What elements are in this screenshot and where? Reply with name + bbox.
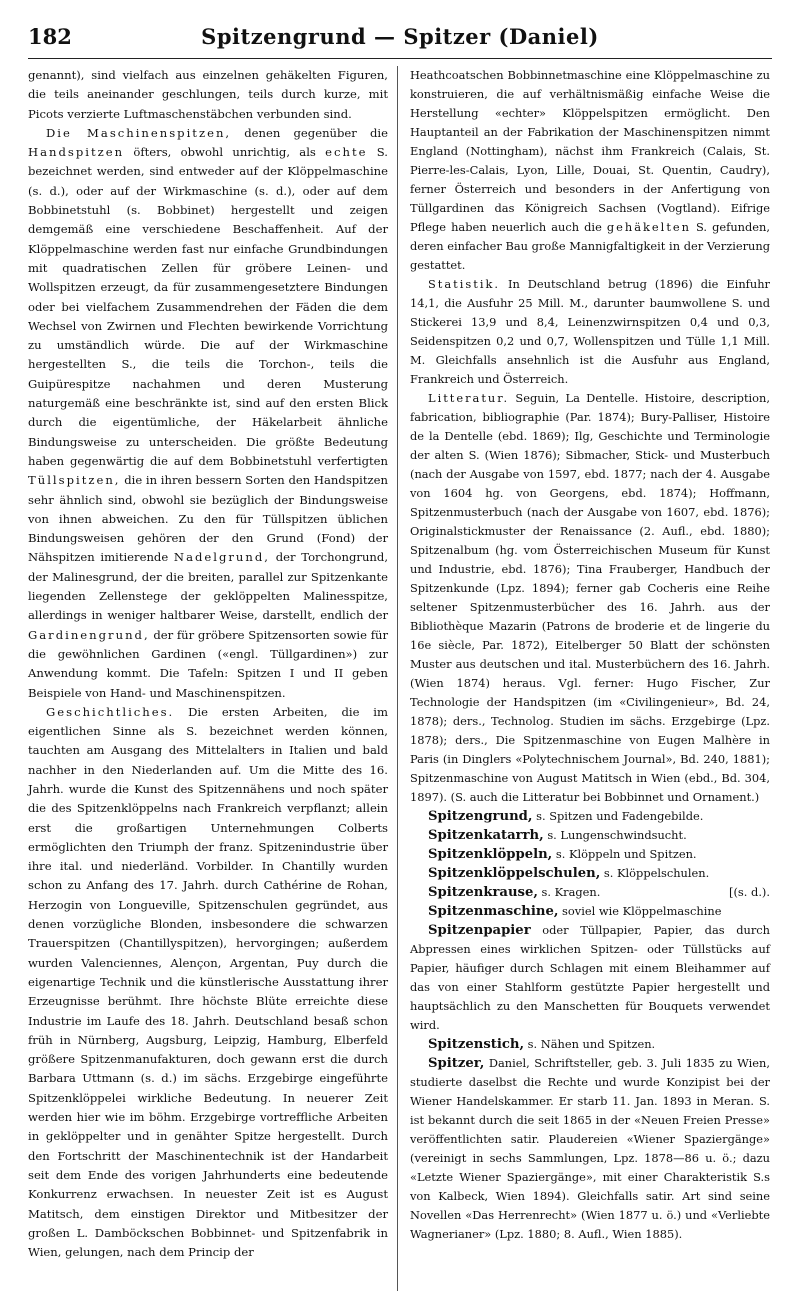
entry-spitzenkrause [410,883,770,902]
running-head: Spitzengrund — Spitzer (Daniel) [201,24,599,49]
paragraph-text: Die ersten Arbeiten, die im eigentlichen Sinne als S. bezeichnet werden können, tauchten am Ausgang des Mittelalters in Italien und bald nachher in den Niederlanden auf. Um die Mitte des 16. Jahrh. wurde die Kunst des Spitzennähens und noch später die des Spitzenklöppelns nach Frankreich verpflanzt; allein erst die großartigen Unternehmungen Colberts ermöglichten den Triumph der franz. Spitzenindustrie über ihre ital. und niederländ. Vorbilder. In Chantilly wurden schon zu Anfang des 17. Jahrh. durch Cathérine de Rohan, Herzogin von Longueville, Spitzenschulen gegründet, aus denen vorzügliche Blonden, insbesondere die schwarzen Trauerspitzen (Chantillyspitzen), hervorgingen; außerdem wurden Valenciennes, Alençon, Argentan, Puy durch die eigenartige Technik und die künstlerische Ausstattung ihrer Erzeugnisse berühmt. Ihre höchste Blüte erreichte diese Industrie im Laufe des 18. Jahrh. Deutschland besaß schon früh in Nürnberg, Augsburg, Leipzig, Hamburg, Elberfeld größere Spitzenmanufakturen, doch gewann erst die durch Barbara Uttmann (s. d.) im sächs. Erzgebirge eingeführte Spitzenklöppelei wirkliche Bedeutung. In neuerer Zeit werden hier wie im böhm. Erzgebirge vortreffliche Arbeiten in geklöppelter und in genähter Spitze hergestellt. Durch den Fortschritt der Maschinentechnik ist der Handarbeit seit dem Ende des vorigen Jahrhunderts eine bedeutende Konkurrenz erwachsen. In neuester Zeit ist es August Matitsch, dem einstigen Direktor und Mitbesitzer der großen L. Damböckschen Bobbinnet- und Spitzenfabrik in Wien, gelungen, nach dem Princip der [28,704,388,1260]
paragraph-maschinenspitzen [28,124,388,703]
entry-text: s. Spitzen und Fadengebilde. [532,809,704,823]
page-header [28,24,772,54]
entry-continuation: [(s. d.). [729,885,770,899]
paragraph-text: Seguin, La Dentelle. Histoire, description, fabrication, bibliographie (Par. 1874); Bury-Palliser, Histoire de la Dentelle (ebd. 1869); Ilg, Geschichte und Terminologie der alten S. (Wien 1876); Sibmacher, Stick- und Musterbuch (nach der Ausgabe von 1597, ebd. 1877; nach der 4. Ausgabe von 1604 hg. von Georgens, ebd. 1874); Hoffmann, Spitzenmusterbuch (nach der Ausgabe von 1607, ebd. 1876); Originalstickmuster der Renaissance (2. Aufl., ebd. 1880); Spitzenalbum (hg. vom Österreichischen Museum für Kunst und Industrie, ebd. 1876); Tina Frauberger, Handbuch der Spitzenkunde (Lpz. 1894); ferner gab Cocheris eine Reihe seltener Spitzenmusterbücher des 16. Jahrh. aus der Bibliothèque Mazarin (Patrons de broderie et de lingerie du 16e siècle, Par. 1872), Eitelberger 50 Blatt der schönsten Muster aus deutschen und ital. Musterbüchern des 16. Jahrh. (Wien 1874) heraus. Vgl. ferner: Hugo Fischer, Zur Technologie der Handspitzen (im «Civilingenieur», Bd. 24, 1878); ders., Technolog. Studien im sächs. Erzgebirge (Lpz. 1878); ders., Die Spitzenmaschine von Eugen Malhère in Paris (in Dinglers «Polytechnischem Journal», Bd. 240, 1881); Spitzenmaschine von August Matitsch in Wien (ebd., Bd. 304, 1897). (S. auch die Litteratur bei Bobbinnet und Ornament.) [410,391,770,804]
paragraph-text: der für gröbere Spitzensorten sowie für die gewöhnlichen Gardinen («engl. Tüllgardinen») zur Anwendung kommt. Die Tafeln: Spitzen I und II geben Beispiele von Hand- und Maschinenspitzen. [28,627,388,700]
section-term: Geschichtliches. [46,704,175,719]
left-column [28,66,388,1262]
entry-text: s. Klöppelschulen. [600,866,710,880]
spaced-term: Nadelgrund, [173,550,270,565]
spaced-term: Handspitzen [28,145,125,160]
entry-headword: Spitzenkatarrh, [428,828,544,843]
column-divider [397,66,398,1291]
paragraph-text: Heathcoatschen Bobbinnetmaschine eine Klöppelmaschine zu konstruieren, die auf verhältnismäßig einfache Weise die Herstellung «echter» Klöppelspitzen ermöglicht. Den Hauptanteil an der Fabrikation der Maschinenspitzen nimmt England (Nottingham), nächst ihm Frankreich (Calais, St. Pierre-les-Calais, Lyon, Lille, Douai, St. Quentin, Caudry), ferner Österreich und besonders in der Anfertigung von Tüllgardinen das Königreich Sachsen (Vogtland). Eifrige Pflege haben neuerlich auch die [410,68,770,234]
paragraph-text: die in ihren bessern Sorten den Handspitzen sehr ähnlich sind, obwohl sie bezüglich der Bindungsweise von ihnen abweichen. Zu den für Tüllspitzen üblichen Bindungsweisen gehören der den Grund (Fond) der Nähspitzen imitierende [28,473,388,565]
paragraph-statistik [410,275,770,389]
entry-spitzengrund [410,807,770,826]
entry-text: s. Kragen. [537,885,601,899]
paragraph-text: der Torchongrund, der Malinesgrund, der die breiten, parallel zur Spitzenkante liegenden Zellenstege der geklöppelten Malinesspitze, allerdings in weniger haltbarer Weise, darstellt, endlich der [28,550,389,623]
section-term: Statistik. [428,277,500,291]
paragraph-geschichtliches [28,703,388,1263]
paragraph-text: S. gefunden, deren einfacher Bau große Mannigfaltigkeit in der Verzierung gestattet. [410,220,770,272]
entry-headword: Spitzenklöppelschulen, [428,866,601,881]
entry-text: s. Lungenschwindsucht. [543,828,687,842]
paragraph-text: S. bezeichnet werden, sind entweder auf der Klöppelmaschine (s. d.), oder auf der Wirkmaschine (s. d.), oder auf dem Bobbinetstuhl (s. Bobbinet) hergestellt und zeigen demgemäß eine verschiedene Beschaffenheit. Auf der Klöppelmaschine werden fast nur einfache Grundbindungen mit quadratischen Zellen für gröbere Leinen- und Wollspitzen erzeugt, da für zusammengesetztere Bindungen oder bei vielfachem Zusammendrehen der Fäden die dem Wechsel von Zwirnen und Flechten bewirkende Vorrichtung zu umständlich würde. Die auf der Wirkmaschine hergestellten S., die teils die Torchon-, teils die Guipürespitze nachahmen und deren Musterung naturgemäß eine beschränkte ist, sind auf den ersten Blick durch die eigentümliche, der Häkelarbeit ähnliche Bindungsweise zu unterscheiden. Die größte Bedeutung haben gegenwärtig die auf dem Bobbinetstuhl verfertigten [28,145,388,468]
paragraph-text: öfters, obwohl unrichtig, als [124,145,326,160]
page-number: 182 [28,24,72,49]
entry-text: s. Klöppeln und Spitzen. [552,847,697,861]
paragraph-litteratur [410,389,770,807]
header-rule [28,58,772,59]
paragraph-text: genannt), sind vielfach aus einzelnen gehäkelten Figuren, die teils aneinander geschlungen, teils durch kurze, mit Picots verzierte Luftmaschenstäbchen verbunden sind. [28,68,388,121]
entry-headword: Spitzenstich, [428,1037,525,1052]
right-column [410,66,770,1244]
entry-spitzenstich [410,1035,770,1054]
spaced-term: echte [325,145,368,160]
entry-text: Daniel, Schriftsteller, geb. 3. Juli 1835 zu Wien, studierte daselbst die Rechte und wurde Konzipist bei der Wiener Handelskammer. Er starb 11. Jan. 1893 in Meran. S. ist bekannt durch die seit 1865 in der «Neuen Freien Presse» veröffentlichten satir. Plaudereien «Wiener Spaziergänge» (vereinigt in sechs Sammlungen, Lpz. 1878—86 u. ö.; dazu «Letzte Wiener Spaziergänge», mit einer Charakteristik S.s von Kalbeck, Wien 1894). Gleichfalls satir. Art sind seine Novellen «Das Herrenrecht» (Wien 1877 u. ö.) und «Verliebte Wagnerianer» (Lpz. 1880; 8. Aufl., Wien 1885). [410,1056,770,1241]
entry-headword: Spitzer, [428,1056,485,1071]
entry-spitzenpapier [410,921,770,1035]
entry-headword: Spitzengrund, [428,809,533,824]
entry-spitzenmaschine [410,902,770,921]
entry-text: soviel wie Klöppelmaschine [558,904,722,918]
entry-spitzenkatarrh [410,826,770,845]
paragraph [28,66,388,124]
section-term: Litteratur. [428,391,510,405]
paragraph [410,66,770,275]
spaced-term: Die Maschinenspitzen, [46,125,232,140]
spaced-term: Tüllspitzen, [28,473,121,488]
entry-headword: Spitzenklöppeln, [428,847,553,862]
entry-headword: Spitzenmaschine, [428,904,559,919]
entry-headword: Spitzenkrause, [428,885,538,900]
paragraph-text: In Deutschland betrug (1896) die Einfuhr 14,1, die Ausfuhr 25 Mill. M., darunter baumwollene S. und Stickerei 13,9 und 8,4, Leinenzwirnspitzen 0,4 und 0,3, Seidenspitzen 0,2 und 0,7, Wollenspitzen und Tülle 1,1 Mill. M. Gleichfalls ansehnlich ist die Ausfuhr aus England, Frankreich und Österreich. [410,277,770,386]
paragraph-text: denen gegenüber die [231,125,388,140]
spaced-term: gehäkelten [606,220,691,234]
spaced-term: Gardinengrund, [28,627,150,642]
entry-spitzer-daniel [410,1054,770,1244]
entry-spitzenkloeppeln [410,845,770,864]
entry-text: s. Nähen und Spitzen. [524,1037,656,1051]
entry-text: oder Tüllpapier, Papier, das durch Abpressen eines wirklichen Spitzen- oder Tüllstücks auf Papier, häufiger durch Schlagen mit einem Bleihammer auf das von einer Stahlform gestützte Papier hergestellt und hauptsächlich zu den Manschetten für Bouquets verwendet wird. [410,923,770,1032]
entry-spitzenkloeppelschulen [410,864,770,883]
entry-headword: Spitzenpapier [428,923,531,938]
